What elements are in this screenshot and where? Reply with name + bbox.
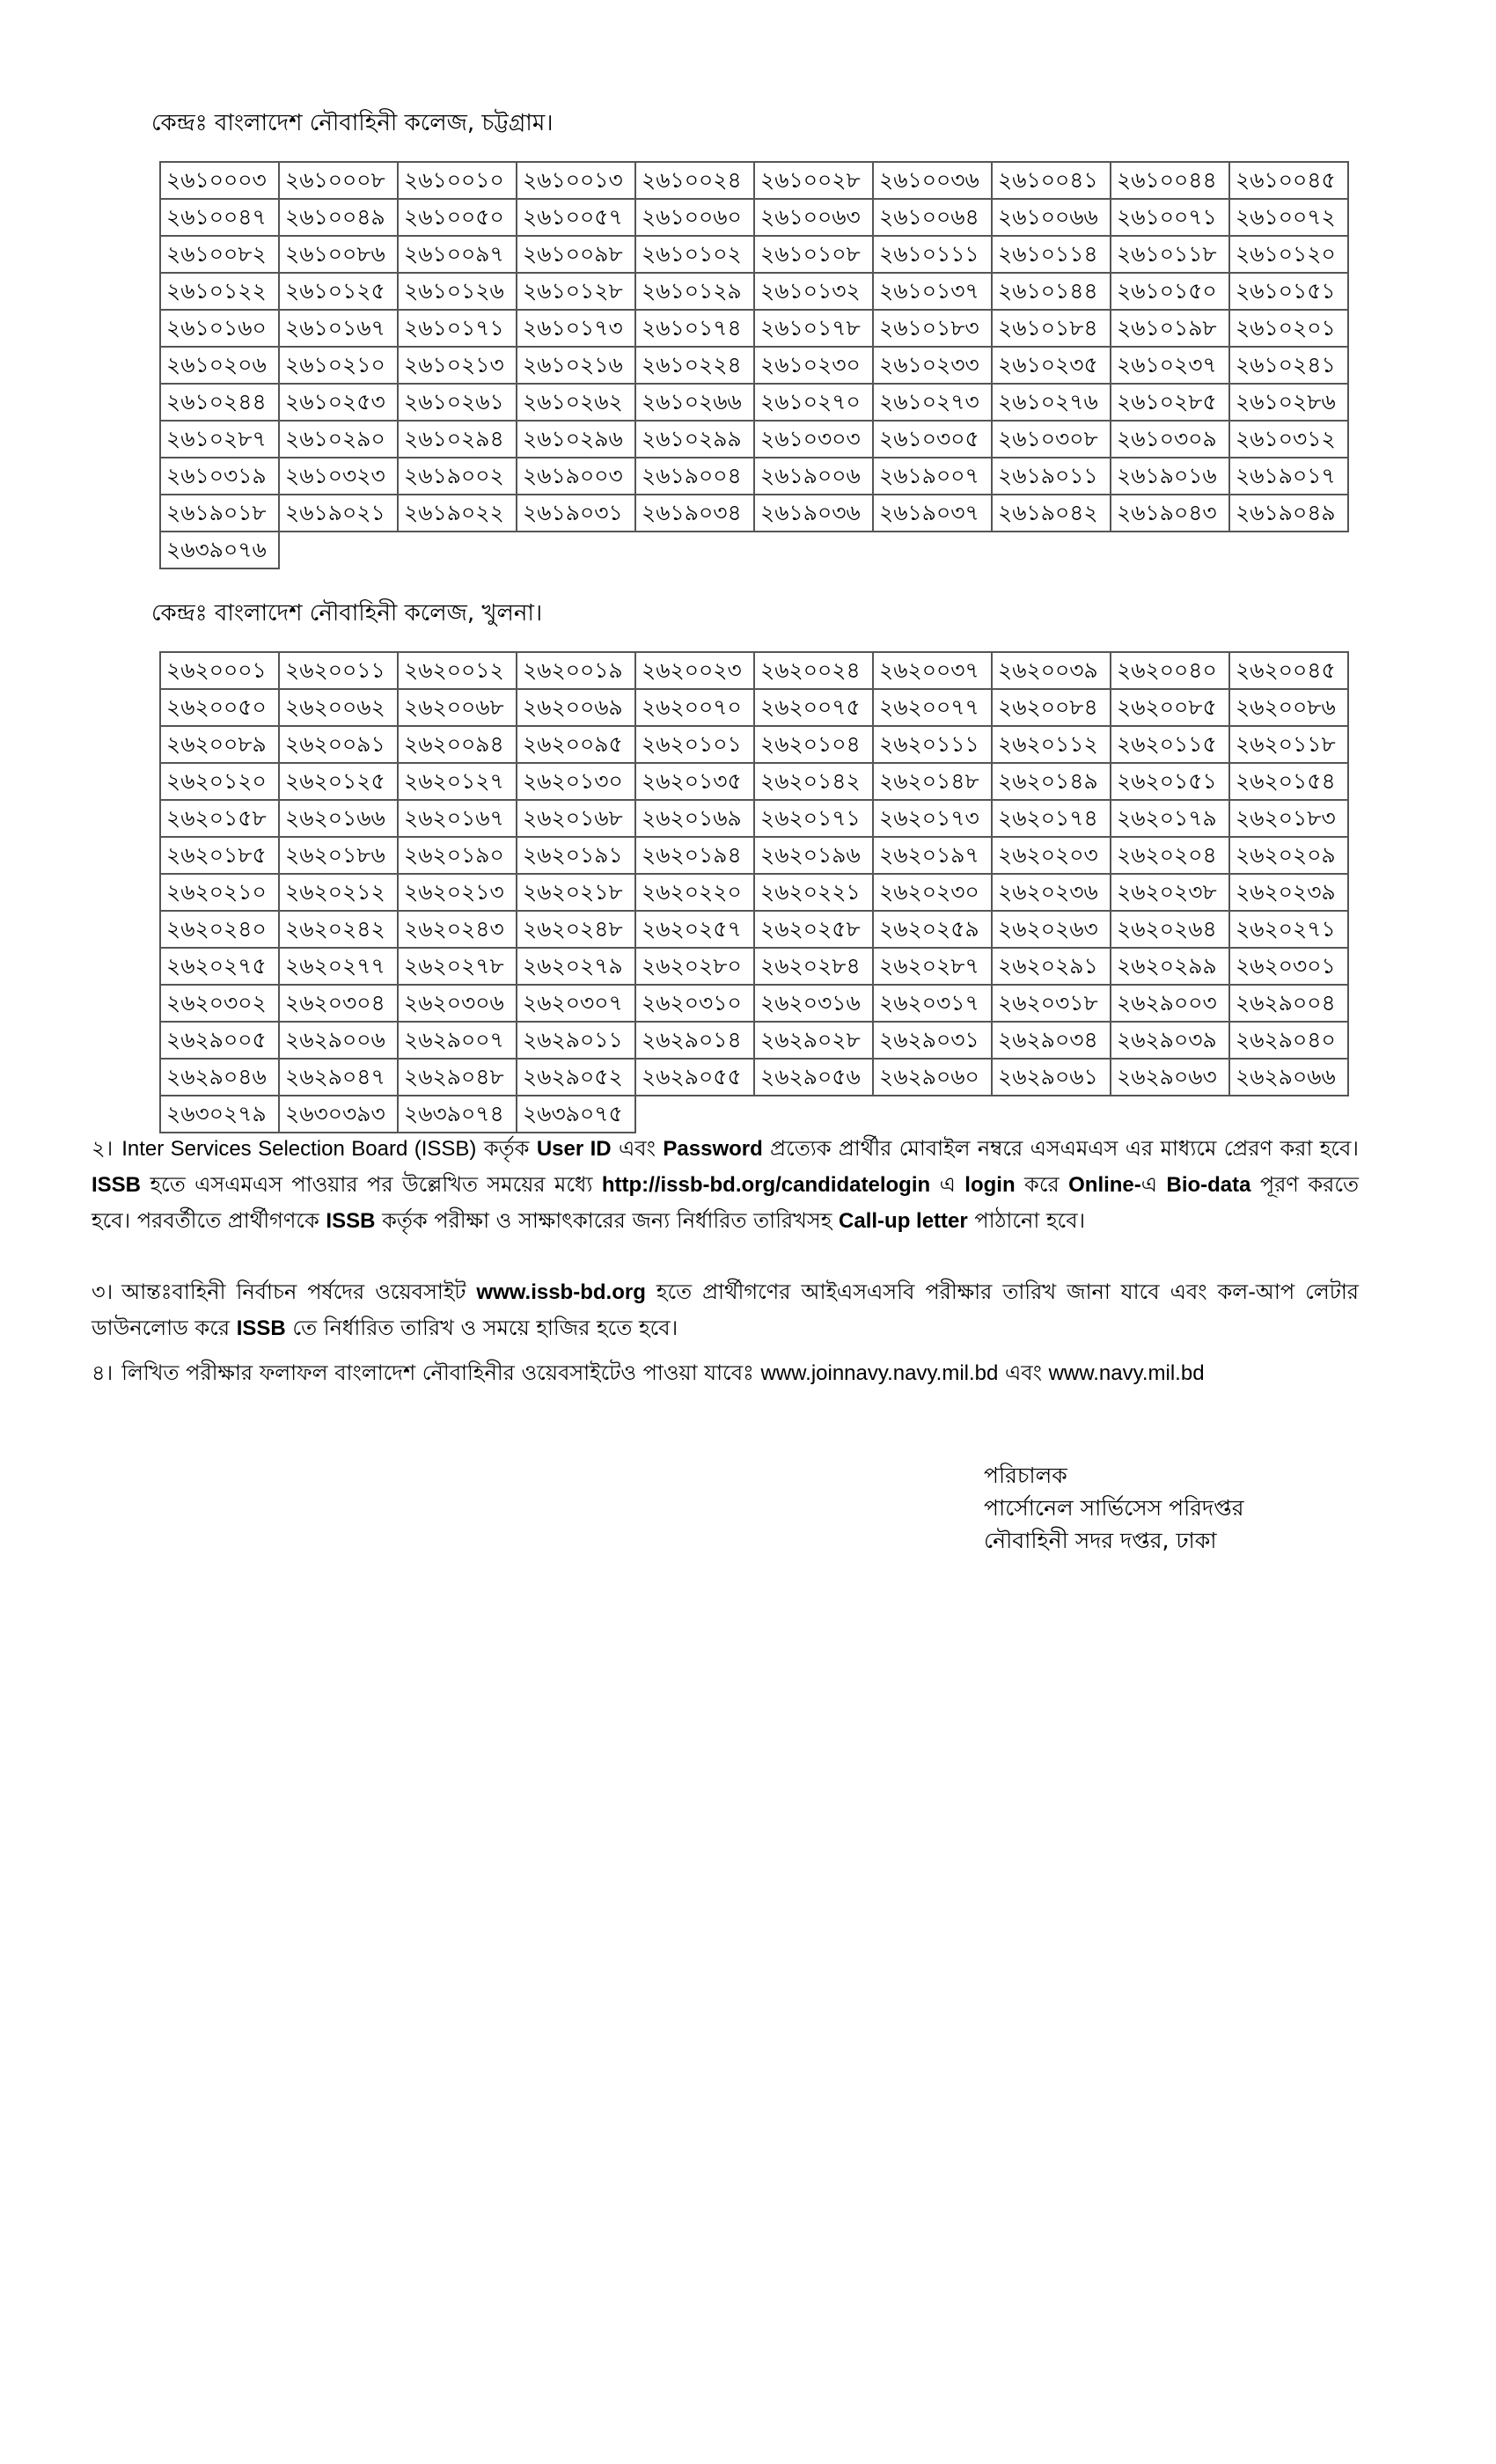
roll-number-cell: ২৬১৯০১১ [992,458,1111,495]
paragraph-number: ২। [92,1136,114,1161]
paragraph-number: ৩। [92,1280,114,1304]
roll-number-cell: ২৬১৯০১৬ [1111,458,1229,495]
table-row [160,763,1348,800]
roll-number-cell: ২৬১০২৬২ [517,384,635,421]
roll-number-cell: ২৬১০০৫৭ [517,199,635,236]
roll-number-cell: ২৬২০১১৮ [1229,726,1348,763]
roll-number-cell: ২৬২০১২৫ [279,763,398,800]
roll-number-cell: ২৬২০০৫০ [160,689,279,726]
center-heading-chattogram: কেন্দ্রঃ বাংলাদেশ নৌবাহিনী কলেজ, চট্টগ্রাম। [151,110,554,136]
roll-number-cell: ২৬১০০৮২ [160,236,279,273]
roll-number-cell: ২৬১০৩০৯ [1111,421,1229,458]
table-row [160,911,1348,948]
roll-number-cell: ২৬৩৯০৭৪ [398,1096,517,1133]
roll-number-cell: ২৬২০৩০৭ [517,985,635,1022]
roll-number-cell: ২৬২০২১৮ [517,874,635,911]
roll-number-cell: ২৬১০২৯৯ [635,421,754,458]
roll-number-cell: ২৬১০১২৮ [517,273,635,310]
roll-number-cell: ২৬২০২৪২ [279,911,398,948]
roll-number-cell: ২৬১০১৩২ [754,273,873,310]
roll-number-cell: ২৬১০৩২৩ [279,458,398,495]
roll-number-cell: ২৬১৯০৪৩ [1111,495,1229,532]
roll-number-cell: ২৬১০৩১৯ [160,458,279,495]
candidate-login-url: http://issb-bd.org/candidatelogin [601,1173,931,1197]
signatory-title: পরিচালক [984,1463,1067,1488]
roll-number-cell: ২৬১০০৪৪ [1111,162,1229,199]
signatory-office: নৌবাহিনী সদর দপ্তর, ঢাকা [984,1528,1217,1553]
roll-number-cell: ২৬১০১৭১ [398,310,517,347]
roll-number-cell: ২৬২০২৭৭ [279,948,398,985]
roll-number-cell: ২৬১০০৭২ [1229,199,1348,236]
roll-number-cell: ২৬২০২৩০ [873,874,992,911]
roll-number-cell: ২৬১০১০৮ [754,236,873,273]
roll-number-cell: ২৬২০০০১ [160,652,279,689]
roll-number-cell: ২৬২৯০০৭ [398,1022,517,1059]
roll-number-cell: ২৬১০২৮৬ [1229,384,1348,421]
roll-number-cell: ২৬২০২৫৭ [635,911,754,948]
roll-number-cell: ২৬২০০৬৮ [398,689,517,726]
roll-number-cell: ২৬২৯০২৮ [754,1022,873,1059]
roll-number-cell: ২৬২০১৫৮ [160,800,279,837]
table-row [160,273,1348,310]
roll-number-cell: ২৬১৯০২২ [398,495,517,532]
roll-number-cell: ২৬২০১৬৯ [635,800,754,837]
roll-number-cell: ২৬১০১১৪ [992,236,1111,273]
instruction-paragraph-3: ৩। আন্তঃবাহিনী নির্বাচন পর্ষদের ওয়েবসাইট www.issb-bd.org হতে প্রার্থীগণের আইএসএসবি পরীক্ষার তারিখ জানা যাবে এবং কল-আপ লেটার ডাউনলোড করে ISSB তে নির্ধারিত তারিখ ও সময়ে হাজির হতে হবে। [92,1280,1359,1340]
roll-number-cell: ২৬২০২৪০ [160,911,279,948]
roll-number-cell: ২৬২০১১৫ [1111,726,1229,763]
roll-number-cell: ২৬২০১৯১ [517,837,635,874]
roll-number-cell: ২৬১০১৬০ [160,310,279,347]
roll-number-cell: ২৬২৯০৫২ [517,1059,635,1096]
roll-number-cell: ২৬১০২৬১ [398,384,517,421]
roll-number-cell: ২৬২০১৮৬ [279,837,398,874]
roll-number-cell: ২৬২০০৪৫ [1229,652,1348,689]
roll-number-cell: ২৬১০২৯৪ [398,421,517,458]
roll-number-cell: ২৬১০১৫০ [1111,273,1229,310]
roll-number-cell: ২৬১০০১৩ [517,162,635,199]
roll-number-cell: ২৬১০১১১ [873,236,992,273]
roll-number-cell: ২৬২০২৫৮ [754,911,873,948]
roll-number-cell: ২৬১০০৬৬ [992,199,1111,236]
roll-number-cell: ২৬১০২০৬ [160,347,279,384]
table-row [160,800,1348,837]
roll-number-cell: ২৬২০১৬৮ [517,800,635,837]
roll-number-cell: ২৬১০২৫৩ [279,384,398,421]
roll-number-cell: ২৬২৯০৩৯ [1111,1022,1229,1059]
roll-number-cell: ২৬২০২২১ [754,874,873,911]
roll-number-cell: ২৬১০২৬৬ [635,384,754,421]
roll-number-cell: ২৬১০১৮৪ [992,310,1111,347]
roll-number-cell: ২৬২০২৬৪ [1111,911,1229,948]
instruction-paragraph-2: ২। Inter Services Selection Board (ISSB) কর্তৃক User ID এবং Password প্রত্যেক প্রার্থীর মোবাইল নম্বরে এসএমএস এর মাধ্যমে প্রেরণ করা হবে। ISSB হতে এসএমএস পাওয়ার পর উল্লেখিত সময়ের মধ্যে http://issb-bd.org/candidatelogin এ login করে Online-এ Bio-data পূরণ করতে হবে। পরবর্তীতে প্রার্থীগণকে ISSB কর্তৃক পরীক্ষা ও সাক্ষাৎকারের জন্য নির্ধারিত তারিখসহ Call-up letter পাঠানো হবে। [92,1136,1359,1233]
roll-number-cell: ২৬২০১২৭ [398,763,517,800]
roll-number-cell: ২৬১০২৩৭ [1111,347,1229,384]
roll-number-cell: ২৬১৯০১৮ [160,495,279,532]
table-row [160,1096,1348,1133]
roll-number-cell: ২৬২০১৭৯ [1111,800,1229,837]
table-row [160,162,1348,199]
table-row [160,532,1348,568]
roll-number-cell: ২৬২০১২০ [160,763,279,800]
roll-number-cell: ২৬১০১২৬ [398,273,517,310]
roll-number-cell: ২৬২০০৭৭ [873,689,992,726]
roll-number-cell: ২৬১৯০৩৭ [873,495,992,532]
table-row [160,1059,1348,1096]
roll-number-cell: ২৬২০১৩৫ [635,763,754,800]
roll-number-cell: ২৬১০১০২ [635,236,754,273]
roll-number-cell: ২৬১৯০৩৬ [754,495,873,532]
roll-number-cell: ২৬১০১৮৩ [873,310,992,347]
table-row [160,985,1348,1022]
table-row [160,1022,1348,1059]
roll-number-cell: ২৬২০২৮০ [635,948,754,985]
roll-number-cell: ২৬১৯০০২ [398,458,517,495]
table-row [160,948,1348,985]
roll-number-cell: ২৬২০০১১ [279,652,398,689]
roll-number-cell: ২৬২০০৪০ [1111,652,1229,689]
roll-number-cell: ২৬১০০৬৩ [754,199,873,236]
roll-number-cell: ২৬১০০৩৬ [873,162,992,199]
roll-number-cell: ২৬১০১১৮ [1111,236,1229,273]
table-row [160,421,1348,458]
roll-number-cell: ২৬২০২৩৮ [1111,874,1229,911]
table-row [160,874,1348,911]
roll-number-cell: ২৬২০২৯৯ [1111,948,1229,985]
roll-number-cell: ২৬১০২১৬ [517,347,635,384]
roll-number-cell: ২৬১০১২৯ [635,273,754,310]
roll-number-cell: ২৬২০২৫৯ [873,911,992,948]
roll-number-cell: ২৬২০১০৪ [754,726,873,763]
roll-number-cell: ২৬২০১১২ [992,726,1111,763]
issb-website-url: www.issb-bd.org [476,1280,646,1304]
roll-number-cell: ২৬২০০৯১ [279,726,398,763]
roll-number-cell: ২৬২০২২০ [635,874,754,911]
roll-number-cell: ২৬১০০০৩ [160,162,279,199]
roll-number-cell: ২৬২০০১২ [398,652,517,689]
roll-number-cell: ২৬১০২৮৭ [160,421,279,458]
roll-number-cell: ২৬২০৩১০ [635,985,754,1022]
roll-number-cell: ২৬১০০২৪ [635,162,754,199]
roll-number-cell: ২৬২০০৯৪ [398,726,517,763]
roll-number-cell: ২৬২৯০৩৪ [992,1022,1111,1059]
roll-number-cell: ২৬২৯০১১ [517,1022,635,1059]
roll-number-cell: ২৬২০১৯০ [398,837,517,874]
roll-number-cell: ২৬১৯০৩৪ [635,495,754,532]
roll-number-cell: ২৬২০০৬৯ [517,689,635,726]
roll-number-cell: ২৬২০০৩৯ [992,652,1111,689]
roll-number-cell: ২৬১০২৮৫ [1111,384,1229,421]
roll-number-cell: ২৬২৯০৬৬ [1229,1059,1348,1096]
roll-number-cell: ২৬২০১১১ [873,726,992,763]
roll-number-cell: ২৬২০০৭০ [635,689,754,726]
table-row [160,236,1348,273]
table-row [160,726,1348,763]
roll-table-khulna [159,651,1349,1133]
roll-number-cell: ২৬২০১৯৭ [873,837,992,874]
roll-number-cell: ২৬২৯০৬০ [873,1059,992,1096]
roll-number-cell: ২৬২০০৭৫ [754,689,873,726]
table-row [160,199,1348,236]
roll-number-cell: ২৬২০১৩০ [517,763,635,800]
roll-number-cell: ২৬২০১৯৬ [754,837,873,874]
roll-number-cell: ২৬২০৩০২ [160,985,279,1022]
center-heading-khulna: কেন্দ্রঃ বাংলাদেশ নৌবাহিনী কলেজ, খুলনা। [151,600,543,627]
roll-number-cell: ২৬১০০৪৯ [279,199,398,236]
roll-number-cell: ২৬২০০২৪ [754,652,873,689]
roll-number-cell: ২৬২০২৭৫ [160,948,279,985]
roll-number-cell: ২৬২০২৯১ [992,948,1111,985]
roll-number-cell: ২৬১০১৩৭ [873,273,992,310]
roll-number-cell: ২৬১০২৪৪ [160,384,279,421]
roll-number-cell: ২৬১৯০৪২ [992,495,1111,532]
roll-number-cell: ২৬১০১৯৮ [1111,310,1229,347]
roll-number-cell: ২৬২০০২৩ [635,652,754,689]
roll-number-cell: ২৬২০০৮৬ [1229,689,1348,726]
roll-number-cell: ২৬২০১৭১ [754,800,873,837]
roll-number-cell: ২৬২০০৮৪ [992,689,1111,726]
roll-number-cell: ২৬২৯০৪৭ [279,1059,398,1096]
roll-number-cell: ২৬১০১৭৮ [754,310,873,347]
joinnavy-url: www.joinnavy.navy.mil.bd [760,1361,999,1385]
roll-number-cell: ২৬২০১৪৯ [992,763,1111,800]
roll-number-cell: ২৬২০০৩৭ [873,652,992,689]
roll-number-cell: ২৬১০১৭৪ [635,310,754,347]
roll-number-cell: ২৬১০০৭১ [1111,199,1229,236]
table-row [160,347,1348,384]
roll-number-cell: ২৬১০০৬০ [635,199,754,236]
roll-number-cell: ২৬১০০৪৫ [1229,162,1348,199]
roll-number-cell: ২৬২০২০৯ [1229,837,1348,874]
roll-number-cell: ২৬২০২৩৯ [1229,874,1348,911]
roll-number-cell: ২৬১০১২৫ [279,273,398,310]
roll-number-cell: ২৬৩৯০৭৬ [160,532,279,568]
roll-number-cell: ২৬১০০৪৭ [160,199,279,236]
roll-number-cell: ২৬১০০২৮ [754,162,873,199]
roll-number-cell: ২৬২৯০৪০ [1229,1022,1348,1059]
roll-number-cell: ২৬১০০০৮ [279,162,398,199]
roll-number-cell: ২৬২০২৭১ [1229,911,1348,948]
roll-number-cell: ২৬২০৩১৮ [992,985,1111,1022]
roll-number-cell: ২৬২০২১৩ [398,874,517,911]
instruction-paragraph-4: ৪। লিখিত পরীক্ষার ফলাফল বাংলাদেশ নৌবাহিনীর ওয়েবসাইটেও পাওয়া যাবেঃ www.joinnavy.navy.mil.bd এবং www.navy.mil.bd [92,1360,1205,1385]
roll-number-cell: ২৬১৯০০৪ [635,458,754,495]
roll-number-cell: ২৬১০২৩৩ [873,347,992,384]
roll-number-cell: ২৬১০২১০ [279,347,398,384]
roll-number-cell: ২৬২০০৮৯ [160,726,279,763]
roll-number-cell: ২৬২৯০০৪ [1229,985,1348,1022]
table-row [160,837,1348,874]
roll-number-cell: ২৬২৯০৬১ [992,1059,1111,1096]
roll-number-cell: ২৬১০৩০৩ [754,421,873,458]
roll-number-cell: ২৬২৯০৪৮ [398,1059,517,1096]
roll-number-cell: ২৬২৯০০৬ [279,1022,398,1059]
roll-number-cell: ২৬১০০৯৮ [517,236,635,273]
roll-number-cell: ২৬২০২০৪ [1111,837,1229,874]
roll-number-cell: ২৬২০২৭৯ [517,948,635,985]
roll-number-cell: ২৬২০১০১ [635,726,754,763]
roll-number-cell: ২৬১০১৭৩ [517,310,635,347]
roll-number-cell: ২৬১৯০০৩ [517,458,635,495]
roll-number-cell: ২৬১৯০০৬ [754,458,873,495]
roll-number-cell: ২৬২০১৭৩ [873,800,992,837]
roll-number-cell: ২৬২০০৯৫ [517,726,635,763]
roll-number-cell: ২৬১০৩০৫ [873,421,992,458]
roll-number-cell: ২৬২০২৭৮ [398,948,517,985]
roll-number-cell: ২৬২০১৮৩ [1229,800,1348,837]
roll-number-cell: ২৬২৯০১৪ [635,1022,754,1059]
roll-number-cell: ২৬১৯০১৭ [1229,458,1348,495]
roll-number-cell: ২৬২০৩০৪ [279,985,398,1022]
roll-number-cell: ২৬২০১৭৪ [992,800,1111,837]
roll-number-cell: ২৬২০০৮৫ [1111,689,1229,726]
roll-number-cell: ২৬১০৩১২ [1229,421,1348,458]
roll-number-cell: ২৬২০১৬৬ [279,800,398,837]
roll-number-cell: ২৬২৯০০৩ [1111,985,1229,1022]
roll-number-cell: ২৬২০২১২ [279,874,398,911]
roll-number-cell: ২৬২৯০০৫ [160,1022,279,1059]
roll-number-cell: ২৬১০২৭৩ [873,384,992,421]
roll-number-cell: ২৬২৯০৫৬ [754,1059,873,1096]
roll-number-cell: ২৬২০৩১৬ [754,985,873,1022]
roll-number-cell: ২৬১০১৪৪ [992,273,1111,310]
roll-number-cell: ২৬২০০৬২ [279,689,398,726]
roll-number-cell: ২৬১০০১০ [398,162,517,199]
table-row [160,310,1348,347]
roll-number-cell: ২৬২০৩০১ [1229,948,1348,985]
roll-number-cell: ২৬২০২৬৩ [992,911,1111,948]
roll-number-cell: ২৬২০২৮৭ [873,948,992,985]
roll-number-cell: ২৬১০১৫১ [1229,273,1348,310]
roll-number-cell: ২৬২৯০৫৫ [635,1059,754,1096]
roll-number-cell: ২৬২০১৮৫ [160,837,279,874]
roll-number-cell: ২৬১০০৫০ [398,199,517,236]
roll-number-cell: ২৬১৯০৩১ [517,495,635,532]
roll-number-cell: ২৬১০২৩৫ [992,347,1111,384]
roll-number-cell: ২৬২০১৫১ [1111,763,1229,800]
roll-number-cell: ২৬১০৩০৮ [992,421,1111,458]
roll-number-cell: ২৬১০২৭০ [754,384,873,421]
roll-number-cell: ২৬২০২৪৮ [517,911,635,948]
roll-number-cell: ২৬৩০৩৯৩ [279,1096,398,1133]
table-row [160,384,1348,421]
roll-number-cell: ২৬১৯০২১ [279,495,398,532]
roll-number-cell: ২৬১০০৯৭ [398,236,517,273]
roll-number-cell: ২৬২০২৪৩ [398,911,517,948]
roll-number-cell: ২৬২৯০৩১ [873,1022,992,1059]
roll-number-cell: ২৬২০২৩৬ [992,874,1111,911]
roll-number-cell: ২৬২৯০৪৬ [160,1059,279,1096]
roll-number-cell: ২৬১৯০০৭ [873,458,992,495]
roll-number-cell: ২৬২০৩০৬ [398,985,517,1022]
roll-number-cell: ২৬২০৩১৭ [873,985,992,1022]
roll-number-cell: ২৬১০১২২ [160,273,279,310]
roll-number-cell: ২৬২০১৪২ [754,763,873,800]
roll-number-cell: ২৬১০০৮৬ [279,236,398,273]
roll-number-cell: ২৬১৯০৪৯ [1229,495,1348,532]
roll-number-cell: ২৬১০১৬৭ [279,310,398,347]
roll-number-cell: ২৬১০২১৩ [398,347,517,384]
roll-table-chattogram [159,161,1349,569]
roll-number-cell: ২৬১০২০১ [1229,310,1348,347]
roll-number-cell: ২৬১০২৯৬ [517,421,635,458]
roll-number-cell: ২৬২০১৫৪ [1229,763,1348,800]
roll-number-cell: ২৬১০২৩০ [754,347,873,384]
roll-number-cell: ২৬২৯০৬৩ [1111,1059,1229,1096]
roll-number-cell: ২৬১০০৪১ [992,162,1111,199]
table-row [160,458,1348,495]
roll-number-cell: ২৬২০১৬৭ [398,800,517,837]
roll-number-cell: ২৬১০২২৪ [635,347,754,384]
roll-number-cell: ২৬১০১২০ [1229,236,1348,273]
roll-number-cell: ২৬৩০২৭৯ [160,1096,279,1133]
roll-number-cell: ২৬২০২১০ [160,874,279,911]
roll-number-cell: ২৬৩৯০৭৫ [517,1096,635,1133]
navy-url: www.navy.mil.bd [1048,1361,1205,1385]
roll-number-cell: ২৬১০২৭৬ [992,384,1111,421]
roll-number-cell: ২৬২০১৪৮ [873,763,992,800]
table-row [160,689,1348,726]
roll-number-cell: ২৬২০২০৩ [992,837,1111,874]
roll-number-cell: ২৬১০০৬৪ [873,199,992,236]
signatory-department: পার্সোনেল সার্ভিসেস পরিদপ্তর [984,1495,1244,1521]
roll-number-cell: ২৬২০২৮৪ [754,948,873,985]
roll-number-cell: ২৬১০২৯০ [279,421,398,458]
table-row [160,495,1348,532]
table-row [160,652,1348,689]
roll-number-cell: ২৬২০০১৯ [517,652,635,689]
signature-block [984,1459,1243,1557]
roll-number-cell: ২৬২০১৯৪ [635,837,754,874]
roll-number-cell: ২৬১০২৪১ [1229,347,1348,384]
paragraph-number: ৪। [92,1360,114,1385]
